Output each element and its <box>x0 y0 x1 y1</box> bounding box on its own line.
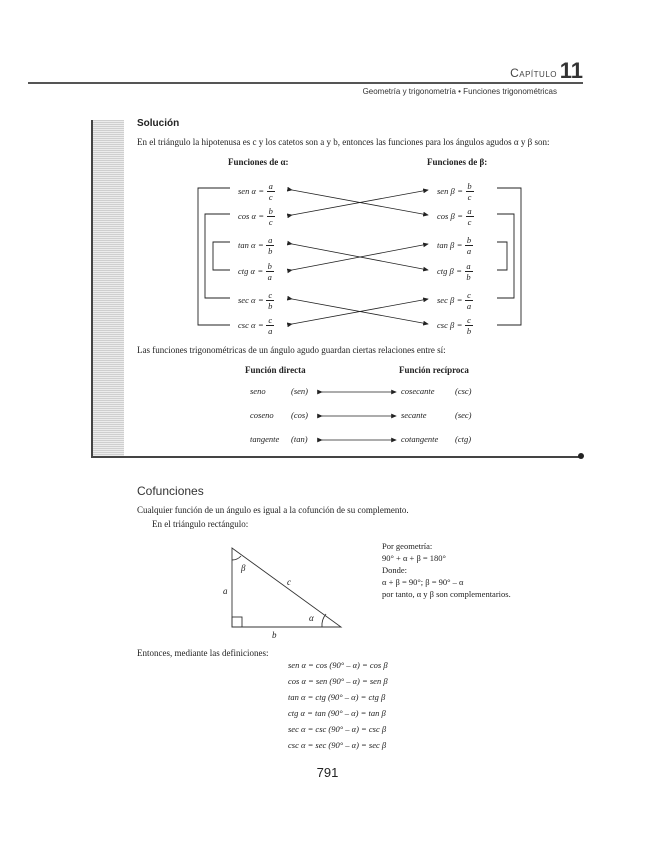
numerator: b <box>466 235 472 245</box>
numerator: b <box>267 261 272 271</box>
running-subtitle: Geometría y trigonometría • Funciones trigonométricas <box>362 87 557 96</box>
reciprocal-abbr: (sec) <box>455 410 472 420</box>
cofunction-equation: ctg α = tan (90° – α) = tan β <box>288 708 386 718</box>
alpha-name: sen α <box>238 186 256 197</box>
geometry-line: 90° + α + β = 180° <box>382 553 446 563</box>
direct-name: seno <box>250 386 266 396</box>
reciprocal-name: cotangente <box>401 434 439 444</box>
denominator: b <box>466 271 471 282</box>
bracket-right-mid <box>497 214 514 298</box>
label-b: b <box>272 630 277 640</box>
numerator: b <box>467 181 472 191</box>
denominator: c <box>467 216 472 227</box>
equals-sign: = <box>258 211 264 222</box>
numerator: a <box>268 181 273 191</box>
bracket-right-inner <box>497 242 507 270</box>
equals-sign: = <box>457 240 463 251</box>
reciprocal-abbr: (csc) <box>455 386 472 396</box>
equals-sign: = <box>258 295 264 306</box>
equals-sign: = <box>457 186 463 197</box>
reciprocal-abbr: (ctg) <box>455 434 472 444</box>
cofunction-equation: sec α = csc (90° – α) = csc β <box>288 724 387 734</box>
equals-sign: = <box>258 320 264 331</box>
beta-name: ctg β <box>437 266 454 277</box>
geometry-line: por tanto, α y β son complementarios. <box>382 589 511 599</box>
beta-name: csc β <box>437 320 455 331</box>
reciprocal-name: secante <box>401 410 427 420</box>
equals-sign: = <box>258 186 264 197</box>
direct-name: coseno <box>250 410 274 420</box>
triangle-intro: En el triángulo rectángulo: <box>152 519 249 529</box>
bracket-left-inner <box>213 242 230 270</box>
numerator: a <box>466 261 471 271</box>
definitions-intro: Entonces, mediante las definiciones: <box>137 648 269 658</box>
chapter-label: Capítulo <box>510 66 557 80</box>
equals-sign: = <box>456 266 462 277</box>
alpha-header: Funciones de α: <box>228 157 289 167</box>
numerator: b <box>268 206 273 216</box>
denominator: b <box>268 245 273 256</box>
denominator: a <box>268 325 273 336</box>
numerator: a <box>268 235 273 245</box>
cofunction-equation: csc α = sec (90° – α) = sec β <box>288 740 387 750</box>
denominator: b <box>268 300 273 311</box>
beta-name: sen β <box>437 186 455 197</box>
equals-sign: = <box>457 211 463 222</box>
label-a: a <box>223 586 228 596</box>
denominator: a <box>267 271 272 282</box>
denominator: a <box>466 300 472 311</box>
page-number: 791 <box>316 765 339 780</box>
alpha-name: tan α <box>238 240 256 251</box>
denominator: b <box>466 325 472 336</box>
numerator: c <box>467 290 471 300</box>
geometry-line: Donde: <box>382 565 408 575</box>
solution-title: Solución <box>137 118 180 129</box>
geometry-line: α + β = 90°; β = 90° – α <box>382 577 464 587</box>
label-c: c <box>287 577 291 587</box>
numerator: c <box>268 290 273 300</box>
denominator: c <box>268 216 273 227</box>
direct-abbr: (sen) <box>291 386 308 396</box>
beta-name: cos β <box>437 211 455 222</box>
alpha-name: sec α <box>238 295 256 306</box>
cofunction-equation: tan α = ctg (90° – α) = ctg β <box>288 692 386 702</box>
equals-sign: = <box>258 240 264 251</box>
cofunction-statement: Cualquier función de un ángulo es igual a la cofunción de su complemento. <box>137 505 409 515</box>
bracket-left-outer <box>198 188 230 325</box>
beta-name: tan β <box>437 240 455 251</box>
alpha-name: csc α <box>238 320 256 331</box>
beta-name: sec β <box>437 295 455 306</box>
direct-header: Función directa <box>245 365 306 375</box>
denominator: c <box>268 191 273 202</box>
denominator: c <box>467 191 472 202</box>
reciprocal-name: cosecante <box>401 386 435 396</box>
cofunction-equation: cos α = sen (90° – α) = sen β <box>288 676 388 686</box>
beta-header: Funciones de β: <box>427 157 488 167</box>
solution-intro: En el triángulo la hipotenusa es c y los catetos son a y b, entonces las funciones para los ángulos agudos α y β son: <box>137 137 550 147</box>
bracket-left-mid <box>205 214 230 298</box>
equals-sign: = <box>457 295 463 306</box>
label-beta: β <box>241 563 246 573</box>
section-title: Cofunciones <box>137 484 204 498</box>
numerator: c <box>268 315 273 325</box>
bracket-right-outer <box>497 188 521 325</box>
denominator: a <box>466 245 472 256</box>
equals-sign: = <box>457 320 463 331</box>
numerator: a <box>467 206 472 216</box>
right-triangle <box>232 548 341 627</box>
relations-text: Las funciones trigonométricas de un ángulo agudo guardan ciertas relaciones entre sí: <box>137 345 446 355</box>
numerator: c <box>467 315 471 325</box>
alpha-name: ctg α <box>238 266 255 277</box>
direct-abbr: (cos) <box>291 410 308 420</box>
cofunction-equation: sen α = cos (90° – α) = cos β <box>288 660 388 670</box>
geometry-line: Por geometría: <box>382 541 433 551</box>
label-alpha: α <box>309 613 314 623</box>
reciprocal-header: Función recíproca <box>399 365 469 375</box>
direct-name: tangente <box>250 434 280 444</box>
equals-sign: = <box>257 266 263 277</box>
direct-abbr: (tan) <box>291 434 308 444</box>
alpha-name: cos α <box>238 211 256 222</box>
chapter-number: 11 <box>559 58 583 83</box>
